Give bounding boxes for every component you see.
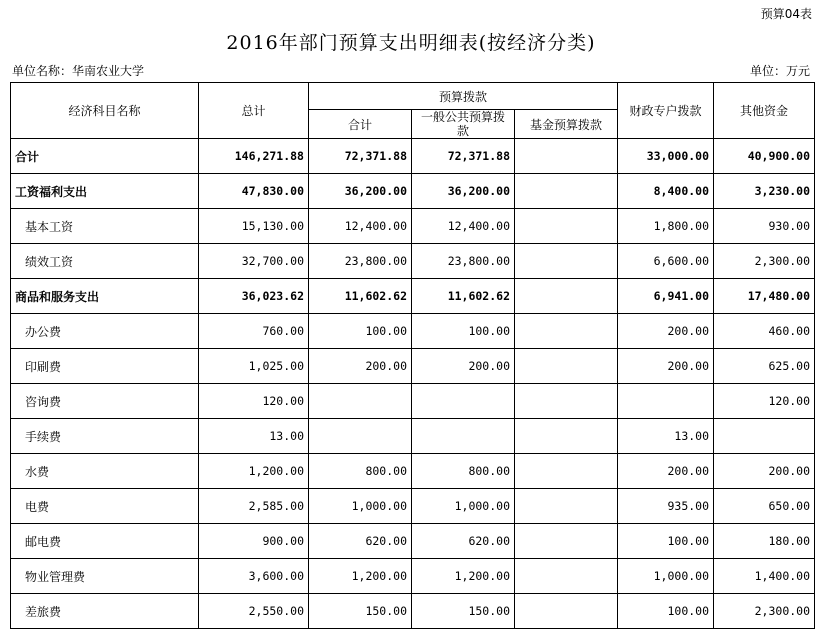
cell-general-budget <box>412 419 515 454</box>
table-row <box>11 244 815 279</box>
budget-table <box>10 82 815 629</box>
cell-item-name: 基本工资 <box>11 209 199 244</box>
cell-special-fund: 935.00 <box>618 489 714 524</box>
cell-total: 1,025.00 <box>199 349 309 384</box>
table-row <box>11 524 815 559</box>
table-row <box>11 594 815 629</box>
cell-special-fund: 100.00 <box>618 524 714 559</box>
cell-other: 1,400.00 <box>714 559 815 594</box>
cell-fund-budget <box>515 524 618 559</box>
cell-subtotal: 23,800.00 <box>309 244 412 279</box>
cell-subtotal <box>309 419 412 454</box>
cell-total: 47,830.00 <box>199 174 309 209</box>
table-row <box>11 454 815 489</box>
cell-special-fund: 6,600.00 <box>618 244 714 279</box>
cell-total: 32,700.00 <box>199 244 309 279</box>
cell-other: 2,300.00 <box>714 594 815 629</box>
cell-other: 200.00 <box>714 454 815 489</box>
cell-subtotal: 620.00 <box>309 524 412 559</box>
cell-general-budget <box>412 384 515 419</box>
cell-special-fund: 200.00 <box>618 454 714 489</box>
cell-fund-budget <box>515 489 618 524</box>
cell-fund-budget <box>515 454 618 489</box>
table-row <box>11 174 815 209</box>
cell-subtotal: 11,602.62 <box>309 279 412 314</box>
cell-total: 3,600.00 <box>199 559 309 594</box>
cell-general-budget: 620.00 <box>412 524 515 559</box>
table-row <box>11 279 815 314</box>
cell-other <box>714 419 815 454</box>
cell-special-fund <box>618 384 714 419</box>
cell-total: 36,023.62 <box>199 279 309 314</box>
cell-general-budget: 200.00 <box>412 349 515 384</box>
cell-subtotal: 200.00 <box>309 349 412 384</box>
cell-item-name: 差旅费 <box>11 594 199 629</box>
form-code: 预算04表 <box>760 7 812 21</box>
cell-total: 15,130.00 <box>199 209 309 244</box>
col-header-fund-budget: 基金预算拨款 <box>515 110 618 139</box>
cell-fund-budget <box>515 594 618 629</box>
col-header-total: 总计 <box>199 83 309 139</box>
table-row <box>11 314 815 349</box>
cell-subtotal: 1,000.00 <box>309 489 412 524</box>
cell-other: 460.00 <box>714 314 815 349</box>
cell-special-fund: 6,941.00 <box>618 279 714 314</box>
cell-fund-budget <box>515 559 618 594</box>
cell-special-fund: 13.00 <box>618 419 714 454</box>
table-row <box>11 489 815 524</box>
cell-total: 1,200.00 <box>199 454 309 489</box>
cell-subtotal: 72,371.88 <box>309 139 412 174</box>
cell-special-fund: 200.00 <box>618 349 714 384</box>
cell-item-name: 手续费 <box>11 419 199 454</box>
unit-name: 单位名称：华南农业大学 <box>12 64 145 78</box>
cell-other: 40,900.00 <box>714 139 815 174</box>
cell-item-name: 水费 <box>11 454 199 489</box>
table-row <box>11 384 815 419</box>
cell-special-fund: 33,000.00 <box>618 139 714 174</box>
money-unit: 单位：万元 <box>749 64 810 78</box>
cell-fund-budget <box>515 139 618 174</box>
cell-subtotal: 36,200.00 <box>309 174 412 209</box>
cell-item-name: 电费 <box>11 489 199 524</box>
cell-item-name: 商品和服务支出 <box>11 279 199 314</box>
col-header-subtotal: 合计 <box>309 110 412 139</box>
cell-general-budget: 100.00 <box>412 314 515 349</box>
cell-other: 3,230.00 <box>714 174 815 209</box>
cell-special-fund: 200.00 <box>618 314 714 349</box>
table-row <box>11 349 815 384</box>
cell-general-budget: 72,371.88 <box>412 139 515 174</box>
cell-special-fund: 1,000.00 <box>618 559 714 594</box>
cell-item-name: 绩效工资 <box>11 244 199 279</box>
col-header-other: 其他资金 <box>714 83 815 139</box>
cell-other: 120.00 <box>714 384 815 419</box>
cell-fund-budget <box>515 174 618 209</box>
cell-other: 650.00 <box>714 489 815 524</box>
cell-subtotal: 12,400.00 <box>309 209 412 244</box>
cell-item-name: 合计 <box>11 139 199 174</box>
cell-general-budget: 800.00 <box>412 454 515 489</box>
cell-item-name: 物业管理费 <box>11 559 199 594</box>
cell-general-budget: 1,200.00 <box>412 559 515 594</box>
cell-item-name: 印刷费 <box>11 349 199 384</box>
table-row <box>11 559 815 594</box>
col-header-general-budget: 一般公共预算拨款 <box>412 110 515 139</box>
cell-subtotal: 1,200.00 <box>309 559 412 594</box>
table-row <box>11 209 815 244</box>
table-row <box>11 139 815 174</box>
cell-other: 930.00 <box>714 209 815 244</box>
cell-general-budget: 150.00 <box>412 594 515 629</box>
col-header-budget-group: 预算拨款 <box>309 83 618 110</box>
cell-item-name: 咨询费 <box>11 384 199 419</box>
cell-special-fund: 100.00 <box>618 594 714 629</box>
cell-total: 900.00 <box>199 524 309 559</box>
cell-fund-budget <box>515 244 618 279</box>
cell-fund-budget <box>515 314 618 349</box>
cell-fund-budget <box>515 279 618 314</box>
cell-special-fund: 1,800.00 <box>618 209 714 244</box>
cell-total: 120.00 <box>199 384 309 419</box>
table-row <box>11 419 815 454</box>
cell-subtotal: 100.00 <box>309 314 412 349</box>
cell-other: 180.00 <box>714 524 815 559</box>
cell-fund-budget <box>515 209 618 244</box>
col-header-item: 经济科目名称 <box>11 83 199 139</box>
cell-subtotal <box>309 384 412 419</box>
cell-other: 2,300.00 <box>714 244 815 279</box>
col-header-special-fund: 财政专户拨款 <box>618 83 714 139</box>
cell-general-budget: 1,000.00 <box>412 489 515 524</box>
page-title: 2016年部门预算支出明细表(按经济分类) <box>226 32 596 54</box>
cell-item-name: 办公费 <box>11 314 199 349</box>
cell-fund-budget <box>515 349 618 384</box>
cell-general-budget: 36,200.00 <box>412 174 515 209</box>
cell-other: 17,480.00 <box>714 279 815 314</box>
cell-item-name: 邮电费 <box>11 524 199 559</box>
cell-total: 13.00 <box>199 419 309 454</box>
cell-total: 760.00 <box>199 314 309 349</box>
cell-total: 2,550.00 <box>199 594 309 629</box>
cell-fund-budget <box>515 419 618 454</box>
cell-special-fund: 8,400.00 <box>618 174 714 209</box>
table-body <box>11 139 815 629</box>
cell-subtotal: 800.00 <box>309 454 412 489</box>
cell-general-budget: 23,800.00 <box>412 244 515 279</box>
cell-item-name: 工资福利支出 <box>11 174 199 209</box>
cell-general-budget: 12,400.00 <box>412 209 515 244</box>
cell-other: 625.00 <box>714 349 815 384</box>
cell-total: 146,271.88 <box>199 139 309 174</box>
cell-general-budget: 11,602.62 <box>412 279 515 314</box>
cell-fund-budget <box>515 384 618 419</box>
cell-total: 2,585.00 <box>199 489 309 524</box>
cell-subtotal: 150.00 <box>309 594 412 629</box>
